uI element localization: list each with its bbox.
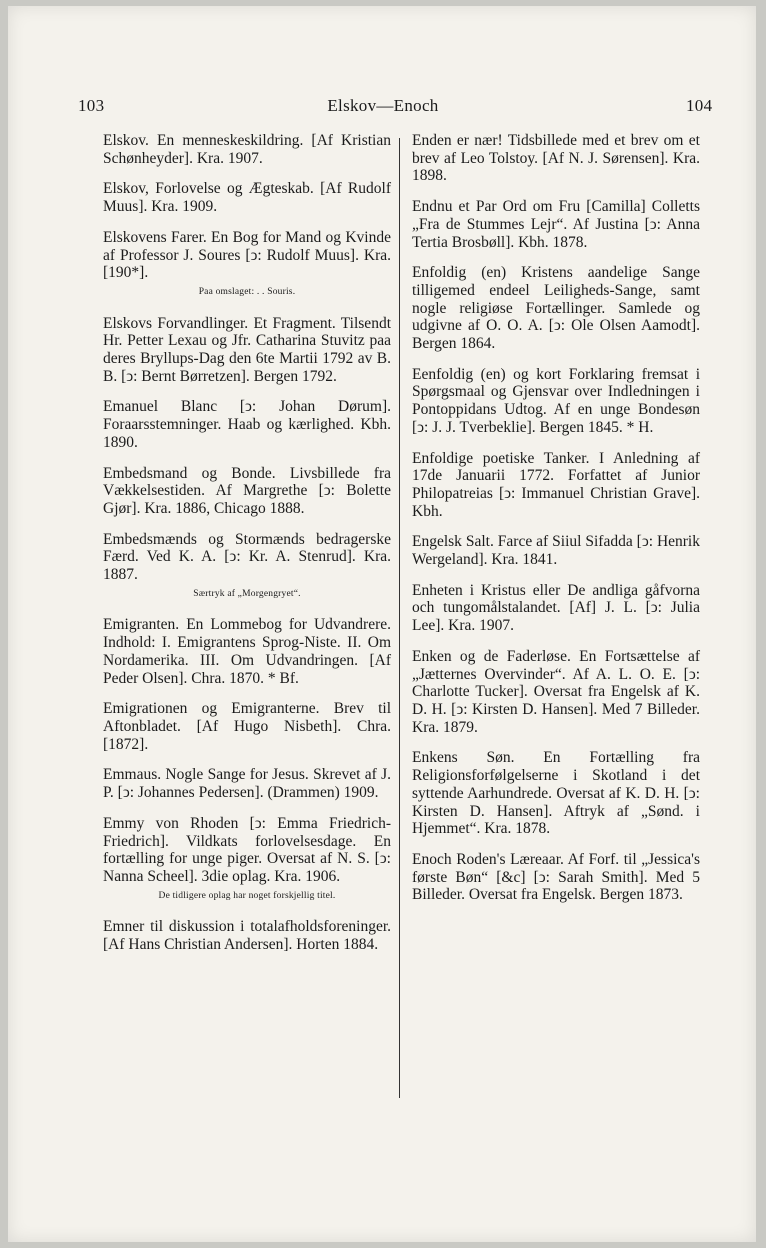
entry-text: Endnu et Par Ord om Fru [Camilla] Colletts „Fra de Stummes Lejr“. Af Justina [ↄ: Anna Tertia Brosbøll]. Kbh. 1878. — [412, 198, 700, 251]
entry-text: Elskovens Farer. En Bog for Mand og Kvinde af Professor J. Soures [ↄ: Rudolf Muus]. Kra. [190*]. — [103, 228, 391, 282]
entry-text: Embedsmand og Bonde. Livsbillede fra Vækkelsestiden. Af Margrethe [ↄ: Bolette Gjør]. Kra. 1886, Chicago 1888. — [103, 464, 391, 517]
right-page-number: 104 — [686, 96, 713, 115]
entry-text: Enfoldig (en) Kristens aandelige Sange tilligemed endeel Leiligheds-Sange, samt nogle religiøse Fortællinger. Samlede og udgivne af O. O. A. [ↄ: Ole Olsen Aamodt]. Bergen 1864. — [412, 264, 700, 353]
bibliography-entry — [412, 533, 700, 568]
entry-note: Særtryk af „Morgengryet“. — [193, 588, 301, 599]
entry-text: Emigrationen og Emigranterne. Brev til Aftonbladet. [Af Hugo Nisbeth]. Chra. [1872]. — [103, 700, 391, 753]
bibliography-entry — [103, 229, 391, 302]
entry-text: Enfoldige poetiske Tanker. I Anledning af 17de Januarii 1772. Forfattet af Junior Philopatreias [ↄ: Immanuel Christian Grave]. Kbh. — [412, 449, 700, 520]
bibliography-entry — [103, 132, 391, 167]
left-column — [103, 132, 391, 967]
running-title: Elskov—Enoch — [327, 96, 439, 115]
entry-note: De tidligere oplag har noget forskjellig titel. — [158, 890, 336, 901]
entry-text: Enheten i Kristus eller De andliga gåfvorna och tungomålstalandet. [Af] J. L. [ↄ: Julia Lee]. Kra. 1907. — [412, 581, 700, 635]
bibliography-entry — [103, 315, 391, 386]
entry-text: Enoch Roden's Læreaar. Af Forf. til „Jessica's første Bøn“ [&c] [ↄ: Sarah Smith]. Med 5 Billeder. Oversat fra Engelsk. Bergen 1873. — [412, 850, 700, 904]
entry-text: Emmaus. Nogle Sange for Jesus. Skrevet af J. P. [ↄ: Johannes Pedersen]. (Drammen) 1909. — [103, 766, 391, 802]
bibliography-entry — [412, 582, 700, 635]
entry-text: Enden er nær! Tidsbillede med et brev om et brev af Leo Tolstoy. [Af N. J. Sørensen]. Kra. 1898. — [412, 132, 700, 185]
bibliography-entry — [103, 465, 391, 518]
bibliography-entry — [412, 749, 700, 838]
entry-text: Emner til diskussion i totalafholdsforeninger. [Af Hans Christian Andersen]. Horten 1884. — [103, 918, 391, 954]
entry-text: Elskov. En menneskeskildring. [Af Kristian Schønheyder]. Kra. 1907. — [103, 132, 391, 167]
right-column — [412, 132, 700, 917]
bibliography-entry — [103, 918, 391, 953]
entry-text: Eenfoldig (en) og kort Forklaring fremsat i Spørgsmaal og Gjensvar over Indledningen i Pontoppidans Udtog. Af en unge Bondesøn [ↄ: J. J. Tverbeklie]. Bergen 1845. * H. — [412, 365, 700, 436]
bibliography-entry — [103, 531, 391, 604]
bibliography-entry — [412, 648, 700, 737]
entry-note: Paa omslaget: . . Souris. — [198, 286, 296, 297]
entry-text: Emanuel Blanc [ↄ: Johan Dørum]. Foraarsstemninger. Haab og kærlighed. Kbh. 1890. — [103, 398, 391, 451]
column-divider — [399, 138, 400, 1098]
bibliography-entry — [103, 815, 391, 906]
bibliography-entry — [412, 450, 700, 521]
bibliography-entry — [103, 766, 391, 801]
entry-text: Elskovs Forvandlinger. Et Fragment. Tilsendt Hr. Petter Lexau og Jfr. Catharina Stuvitz paa deres Bryllups-Dag den 6te Martii 1792 av B. B. [ↄ: Bernt Børretzen]. Bergen 1792. — [103, 314, 391, 385]
entry-text: Emmy von Rhoden [ↄ: Emma Friedrich-Friedrich]. Vildkats forlovelsesdage. En fortælling for unge piger. Oversat af N. S. [ↄ: Nanna Scheel]. 3die oplag. Kra. 1906. — [103, 814, 391, 885]
entry-text: Embedsmænds og Stormænds bedragerske Færd. Ved K. A. [ↄ: Kr. A. Stenrud]. Kra. 1887. — [103, 530, 391, 584]
entry-text: Elskov, Forlovelse og Ægteskab. [Af Rudolf Muus]. Kra. 1909. — [103, 180, 391, 216]
entry-text: Enkens Søn. En Fortælling fra Religionsforfølgelserne i Skotland i det syttende Aarhundrede. Oversat af K. D. H. [ↄ: Kirsten D. Hansen]. Aftryk af „Sønd. i Hjemmet“. Kra. 1878. — [412, 749, 700, 838]
bibliography-entry — [103, 398, 391, 451]
left-page-number: 103 — [78, 96, 105, 115]
bibliography-entry — [412, 198, 700, 251]
bibliography-entry — [412, 132, 700, 185]
bibliography-entry — [103, 616, 391, 687]
entry-text: Engelsk Salt. Farce af Siiul Sifadda [ↄ: Henrik Wergeland]. Kra. 1841. — [412, 533, 700, 569]
entry-text: Emigranten. En Lommebog for Udvandrere. Indhold: I. Emigrantens Sprog-Niste. II. Om Nordamerika. III. Om Udvandringen. [Af Peder Olsen]. Chra. 1870. * Bf. — [103, 616, 391, 687]
bibliography-entry — [412, 366, 700, 437]
bibliography-entry — [103, 180, 391, 215]
bibliography-entry — [412, 851, 700, 904]
bibliography-entry — [103, 700, 391, 753]
entry-text: Enken og de Faderløse. En Fortsættelse af „Jætternes Overvinder“. Af A. L. O. E. [ↄ: Charlotte Tucker]. Oversat fra Engelsk af K. D. H. [ↄ: Kirsten D. Hansen]. Med 7 Billeder. Kra. 1879. — [412, 647, 700, 736]
bibliography-entry — [412, 264, 700, 353]
